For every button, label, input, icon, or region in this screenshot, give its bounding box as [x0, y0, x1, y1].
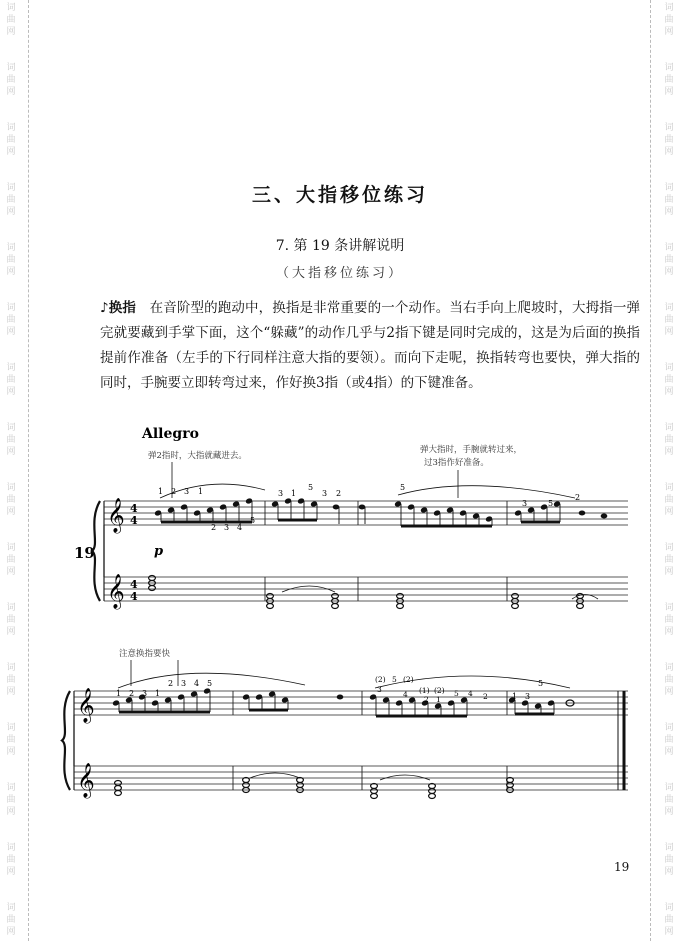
time-signature-bottom: 4 [130, 514, 138, 527]
fingering: 2 [336, 489, 342, 498]
watermark-glyphs: 词 曲 网 [664, 243, 674, 277]
fingering: 4 [237, 523, 243, 532]
fingering: 3 [142, 689, 148, 698]
fingering: 3 [377, 685, 382, 694]
fingering: 3 [278, 489, 284, 498]
watermark-glyphs: 词 曲 网 [6, 63, 16, 97]
tie [380, 775, 430, 780]
bass-chord-note [371, 789, 378, 794]
section-title: 三、大指移位练习 [251, 184, 428, 206]
fingering: 5 [400, 483, 406, 492]
fingering: 2 [424, 695, 429, 704]
fingering: 1 [116, 689, 122, 698]
note-beam [376, 715, 467, 718]
fingering: 5 [454, 689, 459, 698]
music-score [0, 420, 680, 820]
bass-chord-note [397, 594, 404, 599]
watermark-glyphs: 词 曲 网 [664, 3, 674, 37]
explanation-paragraph [100, 296, 640, 396]
lower-treble-clef: 𝄞 [107, 574, 125, 609]
note [359, 505, 366, 510]
fingering: 3 [522, 499, 528, 508]
bass-chord-note [267, 594, 274, 599]
fingering: (2) [403, 675, 414, 684]
fingering: 1 [291, 489, 297, 498]
watermark-glyphs: 词 曲 网 [6, 123, 16, 157]
page-number: 19 [614, 860, 630, 874]
watermark-glyphs: 词 曲 网 [664, 663, 674, 697]
watermark-glyphs: 词 曲 网 [6, 603, 16, 637]
bass-chord-note [371, 794, 378, 799]
note-beam [515, 713, 554, 716]
fingering: 3 [224, 523, 230, 532]
watermark-glyphs: 词 曲 网 [6, 183, 16, 217]
watermark-glyphs: 词 曲 网 [664, 423, 674, 457]
bass-chord-note [243, 783, 250, 788]
fingering: 5 [548, 499, 554, 508]
exercise-number: 19 [74, 544, 95, 562]
watermark-glyphs: 词 曲 网 [6, 723, 16, 757]
watermark-glyphs: 词 曲 网 [664, 363, 674, 397]
fingering: 2 [211, 523, 217, 532]
note-beam [401, 525, 492, 528]
slur [398, 486, 575, 498]
fingering: 1 [198, 487, 204, 496]
fingering: 2 [168, 679, 174, 688]
fingering: (1) [419, 686, 430, 695]
fingering: 4 [194, 679, 200, 688]
fingering: 2 [129, 689, 135, 698]
bass-chord-note [512, 604, 519, 609]
watermark-glyphs: 词 曲 网 [6, 3, 16, 37]
bass-chord-note [332, 594, 339, 599]
fingering: 3 [181, 679, 187, 688]
bass-chord-note [297, 783, 304, 788]
watermark-glyphs: 词 曲 网 [664, 603, 674, 637]
dynamic-marking: p [154, 544, 164, 559]
fingering: 1 [436, 695, 441, 704]
watermark-glyphs: 词 曲 网 [664, 843, 674, 877]
fingering: (2) [375, 675, 386, 684]
treble-clef: 𝄞 [77, 688, 95, 723]
watermark-glyphs: 词 曲 网 [664, 183, 674, 217]
grand-staff-brace [62, 691, 70, 790]
grand-staff-brace [92, 501, 100, 601]
score-system-1 [92, 462, 628, 610]
watermark-glyphs: 词 曲 网 [6, 363, 16, 397]
watermark-glyphs: 词 曲 网 [664, 63, 674, 97]
watermark-glyphs: 词 曲 网 [664, 903, 674, 937]
bass-chord-note [512, 594, 519, 599]
fingering: 3 [184, 487, 190, 496]
bass-chord-note [429, 789, 436, 794]
fingering: 5 [538, 679, 544, 688]
time-signature-top: 4 [130, 502, 138, 515]
treble-clef: 𝄞 [107, 498, 125, 533]
watermark-glyphs: 词 曲 网 [664, 123, 674, 157]
fingering: 2 [483, 692, 488, 701]
time-signature-top: 4 [130, 578, 138, 591]
bass-chord-note [397, 604, 404, 609]
watermark-glyphs: 词 曲 网 [664, 783, 674, 817]
note [579, 511, 586, 516]
paragraph-lead: ♪换指 [100, 300, 136, 316]
annotation-thumb-hide: 弹2指时，大指就藏进去。 [148, 451, 247, 461]
watermark-glyphs: 词 曲 网 [6, 663, 16, 697]
fingering: 5 [308, 483, 314, 492]
fingering: 4 [468, 689, 473, 698]
note-beam [249, 709, 288, 712]
fingering: 2 [575, 493, 581, 502]
note [333, 505, 340, 510]
note-beam [278, 519, 317, 522]
watermark-glyphs: 词 曲 网 [664, 303, 674, 337]
lower-treble-clef: 𝄞 [77, 763, 95, 798]
paragraph-body: 在音阶型的跑动中，换指是非常重要的一个动作。当右手向上爬坡时，大拇指一弹完就要藏到手掌下面，这个“躲藏”的动作几乎与2指下键是同时完成的，这是为后面的换指提前作准备（左手的下行同样注意大指的要领）。而向下走呢，换指转弯也要快，弹大指的同时，手腕要立即转弯过来，作好换3指（或4指）的下键准备。 [100, 300, 640, 391]
bass-chord-note [577, 604, 584, 609]
annotation-wrist-turn-1: 弹大指时，手腕就转过来， [420, 445, 523, 455]
bass-chord-note [115, 791, 122, 796]
tie [250, 773, 300, 778]
annotation-quick-change: 注意换指要快 [119, 649, 171, 659]
watermark-glyphs: 词 曲 网 [6, 543, 16, 577]
score-system-2 [62, 660, 628, 799]
bass-chord-note [267, 604, 274, 609]
bass-chord-note [507, 783, 514, 788]
fingering: (2) [434, 686, 445, 695]
watermark-glyphs: 词 曲 网 [6, 483, 16, 517]
fingering: 5 [392, 675, 397, 684]
bass-chord-note [332, 604, 339, 609]
note-beam [119, 711, 210, 714]
exercise-subtitle: 7. 第 19 条讲解说明 [275, 238, 405, 254]
watermark-glyphs: 词 曲 网 [664, 483, 674, 517]
fingering: 1 [512, 692, 518, 701]
fingering: 1 [155, 689, 161, 698]
watermark-glyphs: 词 曲 网 [6, 303, 16, 337]
fingering: 5 [250, 516, 256, 525]
time-signature-bottom: 4 [130, 590, 138, 603]
note [601, 514, 608, 519]
watermark-glyphs: 词 曲 网 [6, 783, 16, 817]
fingering: 3 [525, 692, 531, 701]
annotation-wrist-turn-2: 过3指作好准备。 [424, 458, 489, 468]
bass-chord-note [149, 586, 156, 591]
tempo-marking: Allegro [142, 426, 199, 442]
watermark-glyphs: 词 曲 网 [6, 903, 16, 937]
fingering: 5 [207, 679, 213, 688]
bass-chord-note [149, 576, 156, 581]
fingering: 4 [403, 690, 408, 699]
note [337, 695, 344, 700]
watermark-glyphs: 词 曲 网 [664, 543, 674, 577]
note-beam [521, 521, 560, 524]
watermark-glyphs: 词 曲 网 [6, 243, 16, 277]
bass-chord-note [115, 781, 122, 786]
watermark-glyphs: 词 曲 网 [6, 843, 16, 877]
fingering: 1 [158, 487, 164, 496]
bass-chord-note [429, 794, 436, 799]
fingering: 3 [322, 489, 328, 498]
fingering: 2 [171, 487, 177, 496]
watermark-glyphs: 词 曲 网 [6, 423, 16, 457]
watermark-glyphs: 词 曲 网 [664, 723, 674, 757]
exercise-subtitle-paren: （大指移位练习） [275, 266, 404, 281]
